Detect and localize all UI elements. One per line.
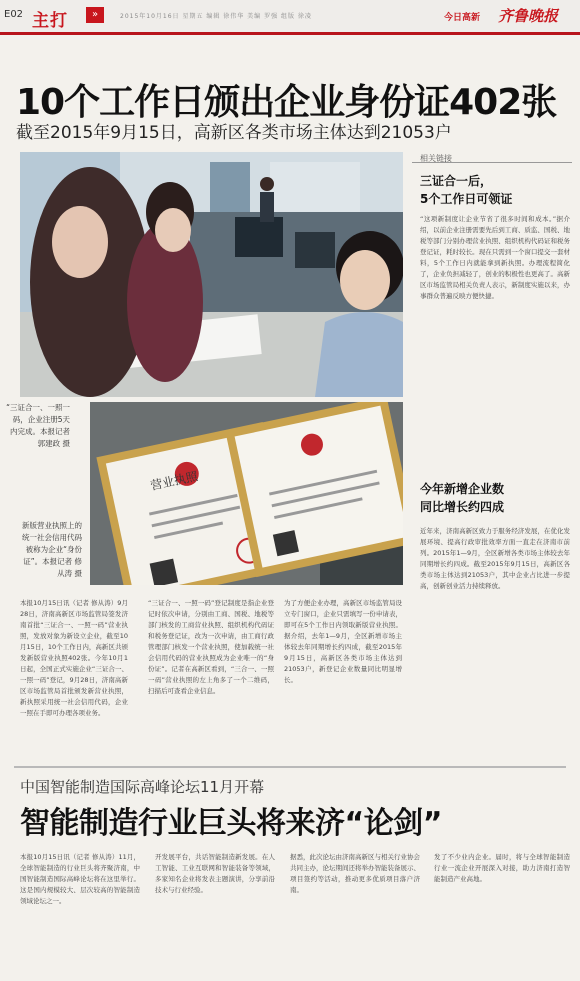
newspaper-logo: 齐鲁晚报	[498, 7, 559, 25]
main-story-column-3: 为了方便企业办理，高新区市场监管局设立专门窗口，企业只需填写一份申请表，即可在5个工作日内领取新版营业执照。据介绍，去年1—9月，全区新增市场主体较去年同期增长约四成，截至2015年9月15日，高新区各类市场主体达到21053户，新登记企业数量同比明显增长。	[284, 599, 402, 684]
photo1-caption: “三证合一、一照一码，企业注册5天内完成。本报记者 郭建政 摄	[6, 403, 70, 448]
sidebar-text-2: 近年来，济南高新区致力于服务经济发展，在优化发展环境、提高行政审批效率方面一直走在济南市前列。2015年1—9月，全区新增各类市场主体较去年同期增长约四成。截至2015年9月15日，高新区各类市场主体达到21053户，其中企业占比进一步提高，创新创业活力持续释放。	[420, 527, 570, 590]
section-title: 主打	[32, 11, 68, 31]
office-service-photo	[20, 152, 403, 397]
sidebar-heading-2: 今年新增企业数 同比增长约四成	[420, 482, 505, 514]
second-story-kicker: 中国智能制造国际高峰论坛11月开幕	[20, 778, 265, 796]
column-label: 今日高新	[444, 13, 481, 23]
page-number: E02	[4, 9, 24, 20]
second-story-column-4: 发了不少业内企业。届时，将与全球智能制造行业一流企业开展深入对接，助力济南打造智能制造产业高地。	[434, 853, 570, 883]
second-story-headline: 智能制造行业巨头将来济“论剑”	[20, 806, 442, 841]
sidebar-text-1: “这项新制度让企业节省了很多时间和成本。”据介绍，以前企业注册需要先后到工商、质监、国税、地税等部门分别办理营业执照、组织机构代码证和税务登记证，耗时较长。现在只需到一个窗口提交一套材料，5个工作日内就能拿到新执照。办理流程简化了，企业负担减轻了，创业的积极性也更高了。高新区市场监管局相关负责人表示，新制度实施以来，办事群众普遍反映方便快捷。	[420, 215, 570, 300]
main-headline: 10个工作日颁出企业身份证402张	[16, 82, 557, 123]
second-story-column-2: 开发展平台，共话智能制造新发展。在人工智能、工业互联网和智能装备等领域，多家知名企业将发表主题演讲，分享前沿技术与行业经验。	[155, 853, 275, 894]
sidebar-rule	[412, 162, 572, 163]
second-story-column-3: 据悉，此次论坛由济南高新区与相关行业协会共同主办，论坛期间还将举办智能装备展示、项目签约等活动，推动更多优质项目落户济南。	[290, 853, 420, 894]
main-story-column-1: 本报10月15日讯（记者 修从涛）9月28日，济南高新区市场监管局签发济南首批“三证合一、一照一码”营业执照，发放对象为新设立企业，截至10月15日，10个工作日内，高新区共颁发新版营业执照402张。今年10月1日起，全国正式实施企业“三证合一、一照一码”登记，9月28日，济南高新区市场监管局首批颁发新营业执照，新执照采用统一社会信用代码，企业一照在手即可办理各项业务。	[20, 599, 128, 717]
second-story-column-1: 本报10月15日讯（记者 修从涛）11月，全球智能制造的行业巨头将齐聚济南，中国智能制造国际高峰论坛将在这里举行。这是国内规模较大、层次较高的智能制造领域论坛之一。	[20, 853, 140, 905]
main-subhead: 截至2015年9月15日，高新区各类市场主体达到21053户	[16, 123, 452, 143]
license-title: 营业执照	[149, 469, 200, 493]
chevron-right-icon: »	[86, 7, 104, 23]
related-links-label: 相关链接	[420, 154, 452, 163]
main-story-column-2: “三证合一、一照一码”登记制度是指企业登记时依次申请，分别由工商、国税、地税等部门核发的工商营业执照、组织机构代码证和税务登记证，改为一次申请，由工商行政管理部门核发一个营业执照，使加载统一社会信用代码的营业执照成为企业唯一的“身份证”。记者在高新区看到，“三合一、一照一码”营业执照的左上角多了一个二维码，扫描后可查看企业信息。	[148, 599, 274, 695]
story-divider	[14, 766, 566, 768]
photo2-caption: 新版营业执照上的统一社会信用代码被称为企业“身份证”。本报记者 修从涛 摄	[22, 521, 82, 578]
business-license-photo	[90, 402, 403, 585]
dateline: 2015年10月16日 星期五 编辑 徐伟华 美编 罗强 组版 徐凌	[120, 13, 312, 20]
sidebar-heading-1: 三证合一后， 5个工作日可领证	[420, 174, 513, 206]
